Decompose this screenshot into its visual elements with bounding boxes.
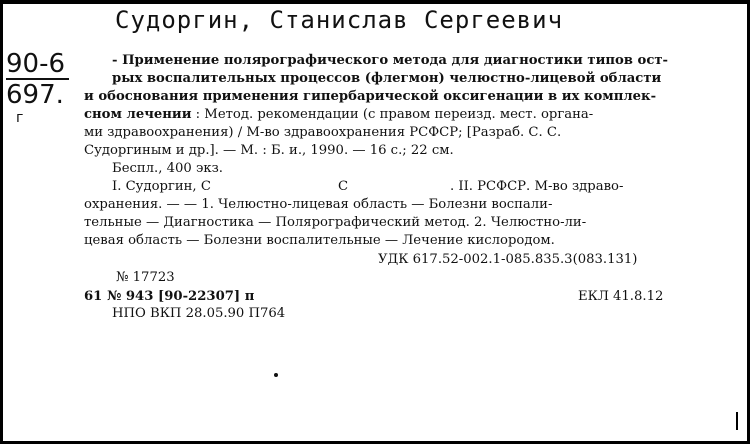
shelf-mark-top: 90-6	[6, 50, 69, 80]
price-line: Беспл., 400 экз.	[112, 161, 223, 176]
ink-dot	[274, 373, 278, 377]
desc-line-1: ми здравоохранения) / М-во здравоохранения РСФСР; [Разраб. С. С.	[84, 125, 562, 140]
title-line-3: и обоснования применения гипербарической оксигенации в их комплек-	[84, 89, 657, 104]
publisher-line: НПО ВКП 28.05.90 П764	[112, 306, 286, 321]
card-corner-mark	[736, 412, 738, 430]
record-number: № 17723	[116, 270, 175, 285]
tracing-line-2: охранения. — — 1. Челюстно-лицевая область — Болезни воспали-	[84, 197, 553, 212]
desc-line-2: Судоргиным и др.]. — М. : Б. и., 1990. — 16 с.; 22 см.	[84, 143, 454, 158]
tracing-line-4: цевая область — Болезни воспалительные — Лечение кислородом.	[84, 233, 555, 248]
title-line-1: - Применение полярографического метода для диагностики типов ост-	[112, 53, 669, 68]
tracing-line-3: тельные — Диагностика — Полярографический метод. 2. Челюстно-ли-	[84, 215, 587, 230]
title-line-2: рых воспалительных процессов (флегмон) челюстно-лицевой области	[112, 71, 662, 86]
title-line-4	[84, 106, 593, 124]
udc-line: УДК 617.52-002.1-085.835.3(083.131)	[378, 252, 638, 267]
ekl-code: ЕКЛ 41.8.12	[578, 289, 664, 304]
shelf-mark	[6, 50, 86, 110]
code-line: 61 № 943 [90-22307] п	[84, 289, 255, 304]
title-tail: : Метод. рекомендации (с правом переизд. мест. органа-	[191, 107, 594, 122]
card-edge-left	[0, 0, 3, 444]
handwritten-author-name: Судоргин, Станислав Сергеевич	[115, 6, 564, 34]
title-line-4-bold: сном лечении	[84, 107, 192, 122]
tracing-line-1c: . II. РСФСР. М-во здраво-	[450, 179, 624, 194]
tracing-line-1a: I. Судоргин, С	[112, 179, 211, 194]
card-edge-top	[0, 0, 750, 4]
shelf-mark-bottom: 697.	[6, 80, 64, 110]
shelf-mark-sub: г	[16, 110, 24, 126]
tracing-line-1b: С	[338, 179, 349, 194]
